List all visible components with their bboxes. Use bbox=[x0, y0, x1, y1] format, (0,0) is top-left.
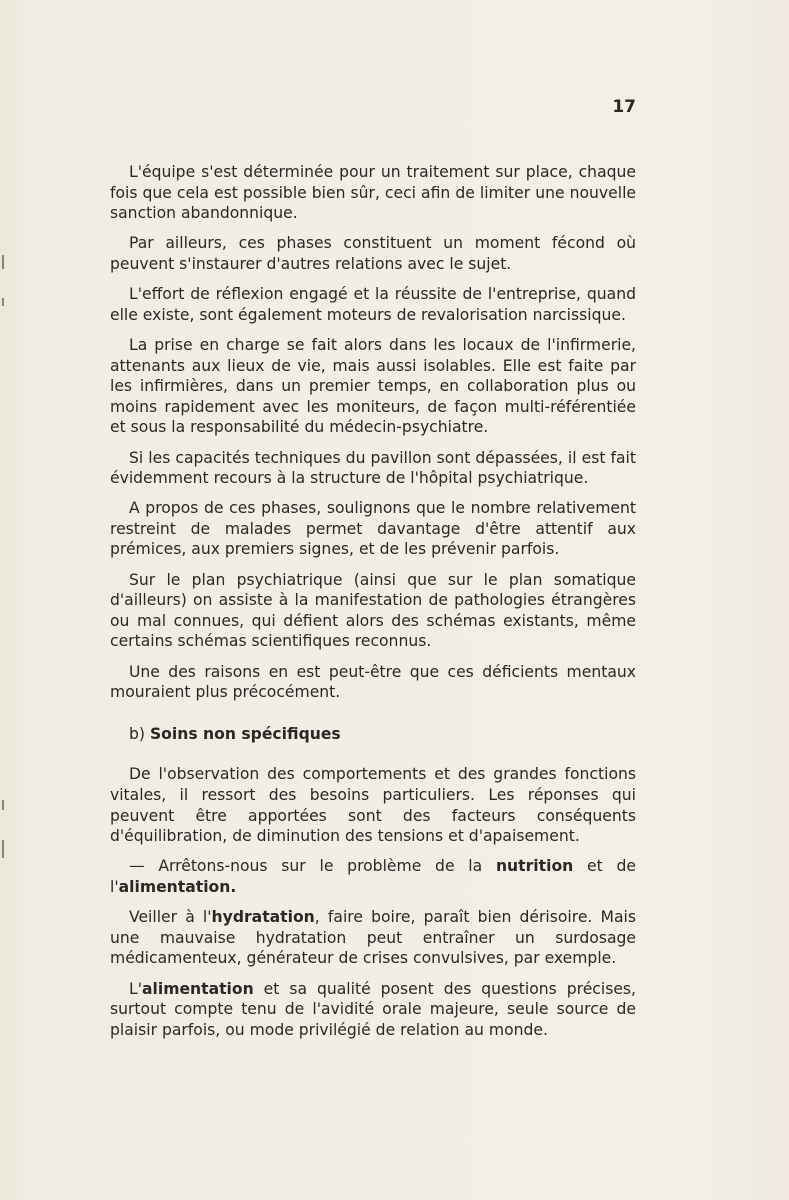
feeding-term: alimentation bbox=[141, 979, 254, 998]
nutrition-lead-text: — Arrêtons-nous sur le problème de la bbox=[129, 857, 496, 876]
paragraph-7: Sur le plan psychiatrique (ainsi que sur le plan somatique d'ailleurs) on assiste à la manifestation de pathologies étrangères ou mal connues, qui défient alors des schémas existants, même certains schémas scientifiques reconnus. bbox=[110, 570, 636, 651]
paragraph-1: L'équipe s'est déterminée pour un traitement sur place, chaque fois que cela est possible bien sûr, ceci afin de limiter une nouvelle sanction abandonnique. bbox=[110, 163, 636, 223]
paragraph-8: Une des raisons en est peut-être que ces déficients mentaux mouraient plus précocément. bbox=[110, 662, 636, 702]
section-heading-prefix: b) bbox=[129, 724, 145, 743]
paragraph-3: L'effort de réflexion engagé et la réussite de l'entreprise, quand elle existe, sont également moteurs de revalorisation narcissique. bbox=[110, 285, 636, 324]
paragraph-2: Par ailleurs, ces phases constituent un moment fécond où peuvent s'instaurer d'autres relations avec le sujet. bbox=[110, 234, 636, 273]
hydration-lead-text: Veiller à l' bbox=[129, 908, 212, 927]
body-text bbox=[110, 162, 636, 1040]
hydration-term: hydratation bbox=[211, 908, 315, 927]
section-paragraph-3 bbox=[110, 907, 636, 969]
section-paragraph-1: De l'observation des comportements et des grandes fonctions vitales, il ressort des besoins particuliers. Les réponses qui peuvent être apportées sont des facteurs conséquents d'équilibration, de diminution des tensions et d'apaisement. bbox=[110, 765, 636, 846]
feeding-lead-text: L' bbox=[129, 979, 142, 998]
nutrition-connector-text: et de l' bbox=[110, 857, 636, 896]
section-heading bbox=[110, 724, 636, 745]
feeding-body-text: et sa qualité posent des questions précises, surtout compte tenu de l'avidité orale majeure, seule source de plaisir parfois, ou mode privilégié de relation au monde. bbox=[110, 979, 636, 1039]
margin-mark-lower bbox=[2, 800, 4, 810]
section-paragraph-4 bbox=[110, 979, 636, 1041]
hydration-body-text: , faire boire, paraît bien dérisoire. Mais une mauvaise hydratation peut entraîner un surdosage médicamenteux, générateur de crises convulsives, par exemple. bbox=[110, 908, 636, 968]
margin-mark-upper bbox=[2, 298, 4, 306]
paragraph-5: Si les capacités techniques du pavillon sont dépassées, il est fait évidemment recours à la structure de l'hôpital psychiatrique. bbox=[110, 448, 636, 488]
section-heading-title: Soins non spécifiques bbox=[149, 724, 341, 743]
margin-mark-bottom bbox=[2, 840, 4, 858]
alimentation-term: alimentation. bbox=[118, 877, 237, 896]
paragraph-6: A propos de ces phases, soulignons que le nombre relativement restreint de malades permet davantage d'être attentif aux prémices, aux premiers signes, et de les prévenir parfois. bbox=[110, 499, 636, 559]
paragraph-4: La prise en charge se fait alors dans les locaux de l'infirmerie, attenants aux lieux de vie, mais aussi isolables. Elle est faite par les infirmières, dans un premier temps, en collaboration plus ou moins rapidement avec les moniteurs, de façon multi-référentiée et sous la responsabilité du médecin-psychiatre. bbox=[110, 335, 636, 437]
margin-mark-top bbox=[2, 255, 4, 269]
section-paragraph-2 bbox=[110, 856, 636, 897]
page-number: 17 bbox=[612, 97, 636, 117]
nutrition-term: nutrition bbox=[495, 857, 574, 876]
